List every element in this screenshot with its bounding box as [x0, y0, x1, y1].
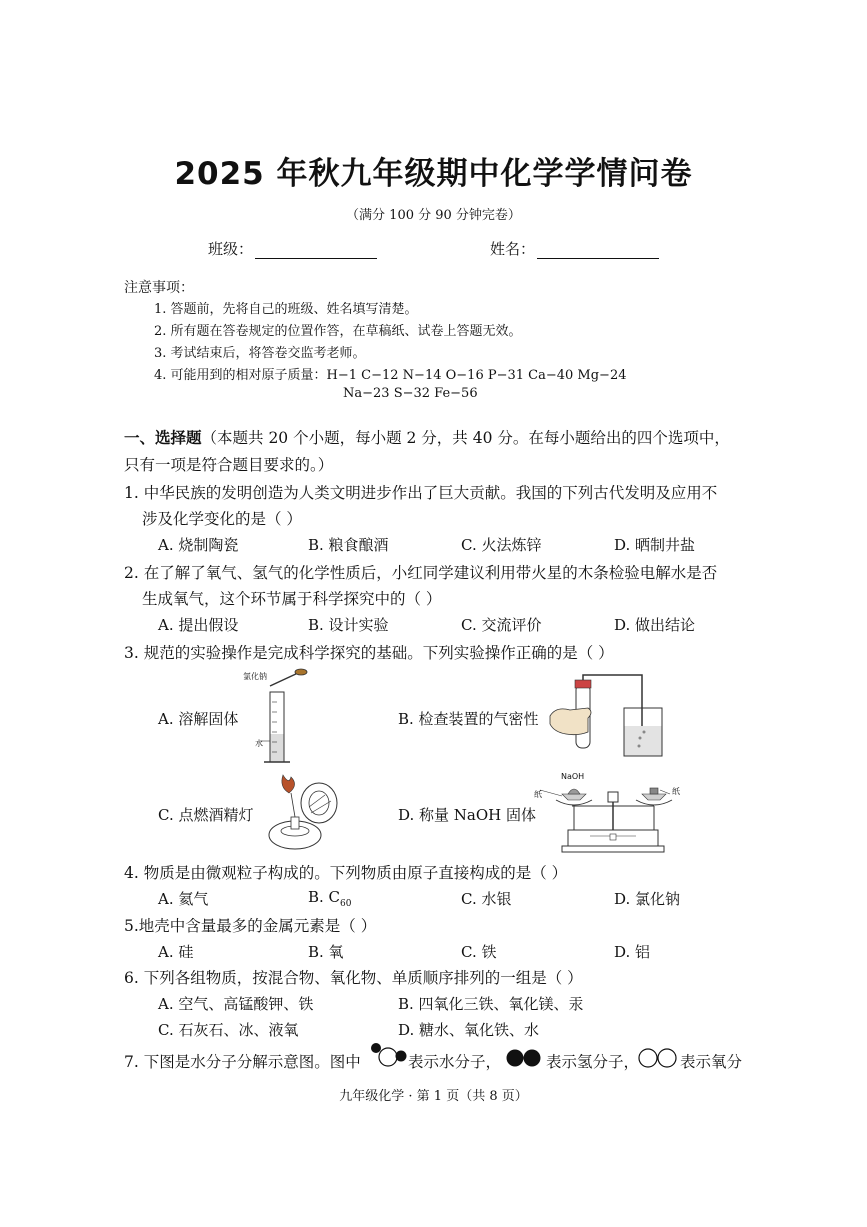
q5-option-b: B. 氧 [308, 943, 344, 961]
question-3-stem: 3. 规范的实验操作是完成科学探究的基础。下列实验操作正确的是（ ） [124, 644, 614, 662]
question-7-stem: 7. 下图是水分子分解示意图。图中 [124, 1053, 361, 1071]
page-footer: 九年级化学 · 第 1 页（共 8 页） [339, 1089, 528, 1104]
q5-option-d: D. 铝 [614, 943, 651, 961]
question-5-stem: 5.地壳中含量最多的金属元素是（ ） [124, 917, 377, 935]
fig-d-paper-right-label: 纸 [672, 787, 680, 796]
fig-d-naoh-label: NaOH [561, 772, 585, 781]
water-molecule-text: 表示水分子， [408, 1053, 502, 1071]
q3-option-c: C. 点燃酒精灯 [158, 806, 254, 824]
note-item: Na−23 S−32 Fe−56 [343, 386, 478, 401]
hydrogen-molecule-text: 表示氢分子， [546, 1053, 640, 1071]
name-label: 姓名： [490, 240, 536, 258]
section-desc: （本题共 20 个小题，每小题 2 分，共 40 分。在每小题给出的四个选项中， [201, 429, 730, 447]
q1-option-a: A. 烧制陶瓷 [158, 536, 239, 554]
oxygen-molecule-icon [638, 1048, 680, 1068]
note-item: 1. 答题前，先将自己的班级、姓名填写清楚。 [154, 302, 418, 317]
q4-option-b-subscript: 60 [340, 899, 352, 909]
q2-option-b: B. 设计实验 [308, 616, 389, 634]
q4-option-a: A. 氦气 [158, 890, 209, 908]
hydrogen-molecule-icon [505, 1048, 543, 1068]
figure-balance-naoh [532, 770, 682, 858]
section-heading [124, 426, 730, 448]
q3-option-b: B. 检查装置的气密性 [398, 710, 539, 728]
q6-option-b: B. 四氧化三铁、氧化镁、汞 [398, 995, 584, 1013]
question-1-stem: 1. 中华民族的发明创造为人类文明进步作出了巨大贡献。我国的下列古代发明及应用不 [124, 484, 718, 502]
q6-option-d: D. 糖水、氧化铁、水 [398, 1021, 540, 1039]
water-molecule-icon [368, 1042, 408, 1068]
q6-option-c: C. 石灰石、冰、液氧 [158, 1021, 299, 1039]
page-title: 2025 年秋九年级期中化学学情问卷 [174, 156, 693, 192]
fig-a-reagent-label: 氯化钠 [243, 672, 267, 681]
q4-option-b [308, 888, 352, 909]
question-4-stem: 4. 物质是由微观粒子构成的。下列物质由原子直接构成的是（ ） [124, 864, 568, 882]
q4-option-d: D. 氯化钠 [614, 890, 681, 908]
question-6-stem: 6. 下列各组物质，按混合物、氧化物、单质顺序排列的一组是（ ） [124, 969, 583, 987]
fig-a-water-label: 水 [255, 739, 263, 748]
q3-option-a: A. 溶解固体 [158, 710, 239, 728]
note-item: 4. 可能用到的相对原子质量：H−1 C−12 N−14 O−16 P−31 Ca−40 Mg−24 [154, 368, 627, 383]
q6-option-a: A. 空气、高锰酸钾、铁 [158, 995, 314, 1013]
class-field [208, 238, 377, 259]
fig-d-paper-left-label: 纸 [534, 790, 542, 799]
class-label: 班级： [208, 240, 254, 258]
figure-dissolve-solid [240, 668, 320, 772]
q2-option-a: A. 提出假设 [158, 616, 239, 634]
question-2-stem-2: 生成氧气，这个环节属于科学探究中的（ ） [142, 590, 442, 608]
q1-option-d: D. 晒制井盐 [614, 536, 696, 554]
question-1-stem-2: 涉及化学变化的是（ ） [142, 510, 302, 528]
q3-option-d: D. 称量 NaOH 固体 [398, 806, 537, 824]
q5-option-a: A. 硅 [158, 943, 194, 961]
q4-option-c: C. 水银 [461, 890, 512, 908]
figure-alcohol-lamp [255, 773, 347, 855]
q1-option-c: C. 火法炼锌 [461, 536, 542, 554]
q4-option-b-text: B. C [308, 888, 341, 906]
figure-airtightness-check [548, 672, 670, 762]
notes-title: 注意事项： [124, 280, 194, 296]
q2-option-c: C. 交流评价 [461, 616, 542, 634]
oxygen-molecule-text: 表示氧分 [680, 1053, 743, 1071]
note-item: 2. 所有题在答卷规定的位置作答，在草稿纸、试卷上答题无效。 [154, 324, 522, 339]
section-title: 一、选择题 [124, 429, 202, 447]
name-field [490, 238, 659, 259]
q2-option-d: D. 做出结论 [614, 616, 696, 634]
q5-option-c: C. 铁 [461, 943, 497, 961]
section-desc-2: 只有一项是符合题目要求的。） [124, 456, 334, 474]
name-blank [537, 244, 659, 259]
note-item: 3. 考试结束后，将答卷交监考老师。 [154, 346, 366, 361]
q1-option-b: B. 粮食酿酒 [308, 536, 389, 554]
class-blank [255, 244, 377, 259]
exam-subtitle: （满分 100 分 90 分钟完卷） [346, 208, 521, 223]
question-2-stem: 2. 在了解了氧气、氢气的化学性质后，小红同学建议利用带火星的木条检验电解水是否 [124, 564, 718, 582]
